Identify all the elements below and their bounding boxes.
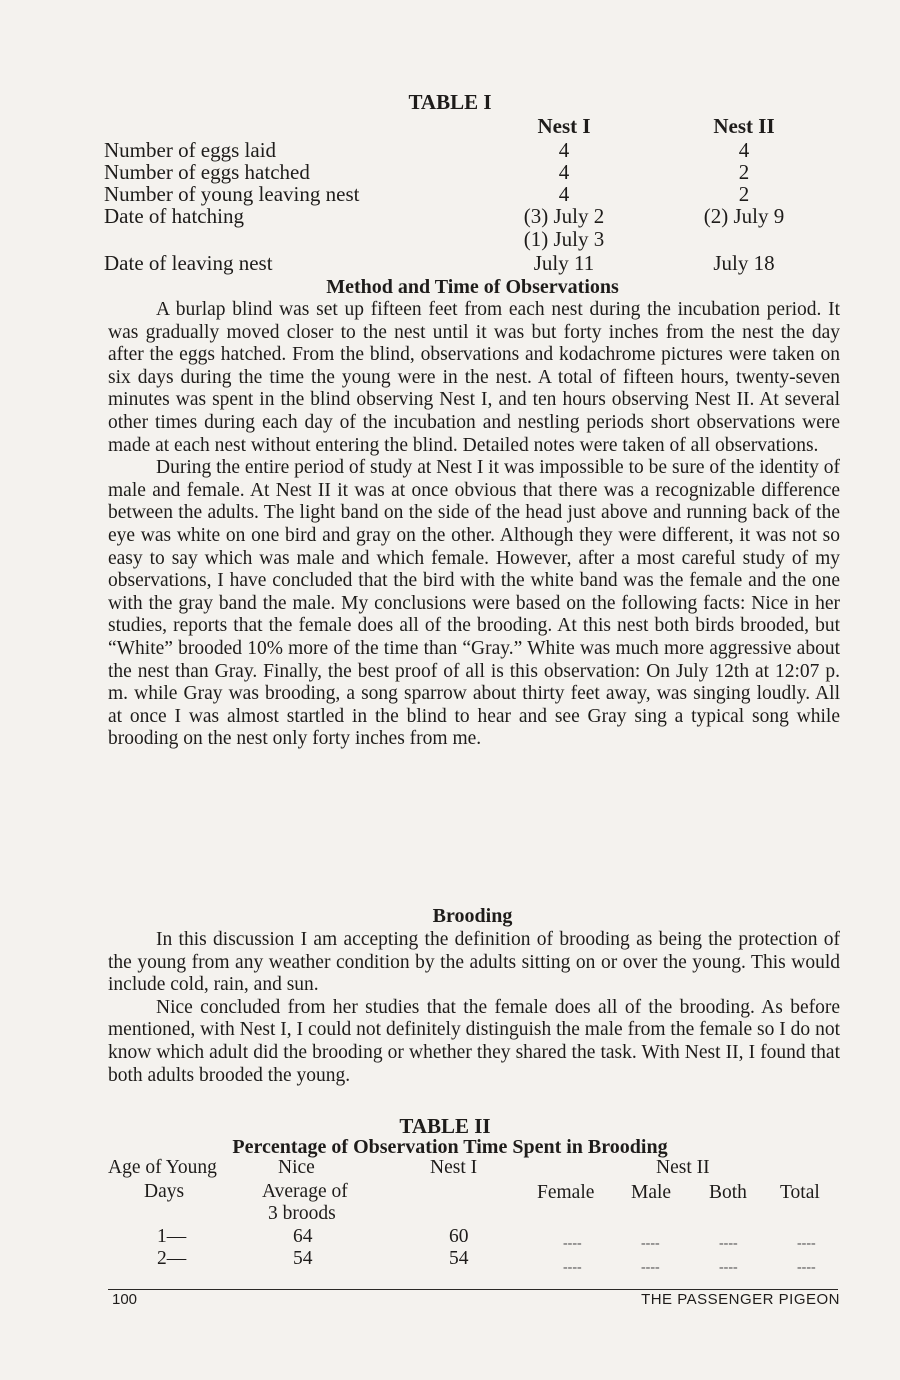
section-brooding-body [108, 929, 840, 1087]
row-label: Number of young leaving nest [104, 182, 360, 206]
cell-nest1: 4 [558, 182, 570, 206]
table2-cell-total: ---- [797, 1260, 816, 1275]
table2-cell-male: ---- [641, 1236, 660, 1251]
cell-nest2: (2) July 9 [703, 204, 785, 228]
cell-nest1: 4 [558, 138, 570, 162]
row-label: Number of eggs hatched [104, 160, 310, 184]
table2-header-nice: Nice [278, 1157, 315, 1178]
cell-nest1: (3) July 2 [523, 204, 605, 228]
paragraph: A burlap blind was set up fifteen feet from each nest during the incubation period. It was gradually moved closer to the nest until it was but forty inches from the nest the day after the eggs hatched. From the blind, observations and kodachrome pictures were taken on six days during the time the young were in the nest. A total of fifteen hours, twenty-seven minutes was spent in the blind observing Nest I, and ten hours observing Nest II. At several other times during each day of the incubation and nestling periods short observations were made at each nest without entering the blind. Detailed notes were taken of all observations. [108, 299, 840, 456]
table2-cell-age: 2— [157, 1248, 187, 1269]
table2-subtitle: Percentage of Observation Time Spent in Brooding [232, 1136, 668, 1158]
table2-header-both: Both [709, 1182, 747, 1203]
row-label: Number of eggs laid [104, 138, 277, 162]
cell-nest1: 4 [558, 160, 570, 184]
section-heading-brooding: Brooding [432, 905, 513, 927]
table2-cell-nest1: 60 [449, 1226, 469, 1247]
table-row [104, 160, 804, 184]
table1-col-nest2: Nest II [713, 114, 775, 138]
row-label: Date of hatching [104, 204, 244, 228]
paragraph: In this discussion I am accepting the definition of brooding as being the protection of the young from any weather condition by the adults sitting on or over the young. This would include cold, rain, and sun. [108, 929, 840, 996]
cell-nest2: 2 [738, 182, 750, 206]
table2-cell-nice: 54 [293, 1248, 313, 1269]
table2-cell-female: ---- [563, 1236, 582, 1251]
table2-cell-both: ---- [719, 1236, 738, 1251]
table2-header-female: Female [537, 1182, 595, 1203]
cell-nest2: 4 [738, 138, 750, 162]
table2-cell-nest1: 54 [449, 1248, 469, 1269]
table2-header-nest1: Nest I [430, 1157, 478, 1178]
table-row [104, 204, 804, 228]
table-row [104, 182, 804, 206]
journal-name: THE PASSENGER PIGEON [641, 1291, 840, 1308]
table2-header-total: Total [780, 1182, 820, 1203]
page-number: 100 [112, 1291, 138, 1308]
table2-header-age: Age of Young [108, 1157, 217, 1178]
table2-cell-nice: 64 [293, 1226, 313, 1247]
cell-nest1: (1) July 3 [523, 227, 605, 251]
table2-cell-male: ---- [641, 1260, 660, 1275]
table-row [104, 251, 804, 275]
paragraph: Nice concluded from her studies that the female does all of the brooding. As before mentioned, with Nest I, I could not definitely distinguish the male from the female so I do not know which adult did the brooding or whether they shared the task. With Nest II, I found that both adults brooded the young. [108, 996, 840, 1086]
cell-nest2: July 18 [713, 251, 775, 275]
table2-cell-female: ---- [563, 1260, 582, 1275]
footer-rule [108, 1289, 838, 1290]
table2-header-days: Days [144, 1181, 185, 1202]
table1-col-nest1: Nest I [537, 114, 591, 138]
section-method-body [108, 299, 840, 751]
table-row [104, 138, 804, 162]
table2-cell-both: ---- [719, 1260, 738, 1275]
table2-header-nest2: Nest II [656, 1157, 710, 1178]
cell-nest1: July 11 [533, 251, 595, 275]
table2-header-nice-sub2: 3 broods [268, 1203, 336, 1224]
cell-nest2: 2 [738, 160, 750, 184]
table2-cell-age: 1— [157, 1226, 187, 1247]
table2-title: TABLE II [399, 1114, 491, 1138]
table2-header-male: Male [631, 1182, 672, 1203]
table2-header-nice-sub1: Average of [262, 1181, 348, 1202]
table-row [104, 227, 804, 251]
table1-header-row [104, 114, 804, 138]
table2-cell-total: ---- [797, 1236, 816, 1251]
section-heading-method: Method and Time of Observations [326, 276, 619, 298]
table1-title: TABLE I [408, 90, 492, 114]
row-label: Date of leaving nest [104, 251, 273, 275]
paragraph: During the entire period of study at Nest I it was impossible to be sure of the identity of male and female. At Nest II it was at once obvious that there was a recognizable difference between the adults. The light band on the side of the head just above and running back of the eye was white on one bird and gray on the other. Although they were different, it was not so easy to say which was male and which female. However, after a most careful study of my observations, I have concluded that the bird with the white band was the female and the one with the gray band the male. My conclusions were based on the following facts: Nice in her studies, reports that the female does all of the brooding. At this nest both birds brooded, but “White” brooded 10% more of the time than “Gray.” White was much more aggressive about the nest than Gray. Finally, the best proof of all is this observation: On July 12th at 12:07 p. m. while Gray was brooding, a song sparrow about thirty feet away, was singing loudly. All at once I was almost startled in the blind to hear and see Gray sing a typical song while brooding on the nest only forty inches from me. [108, 457, 840, 750]
